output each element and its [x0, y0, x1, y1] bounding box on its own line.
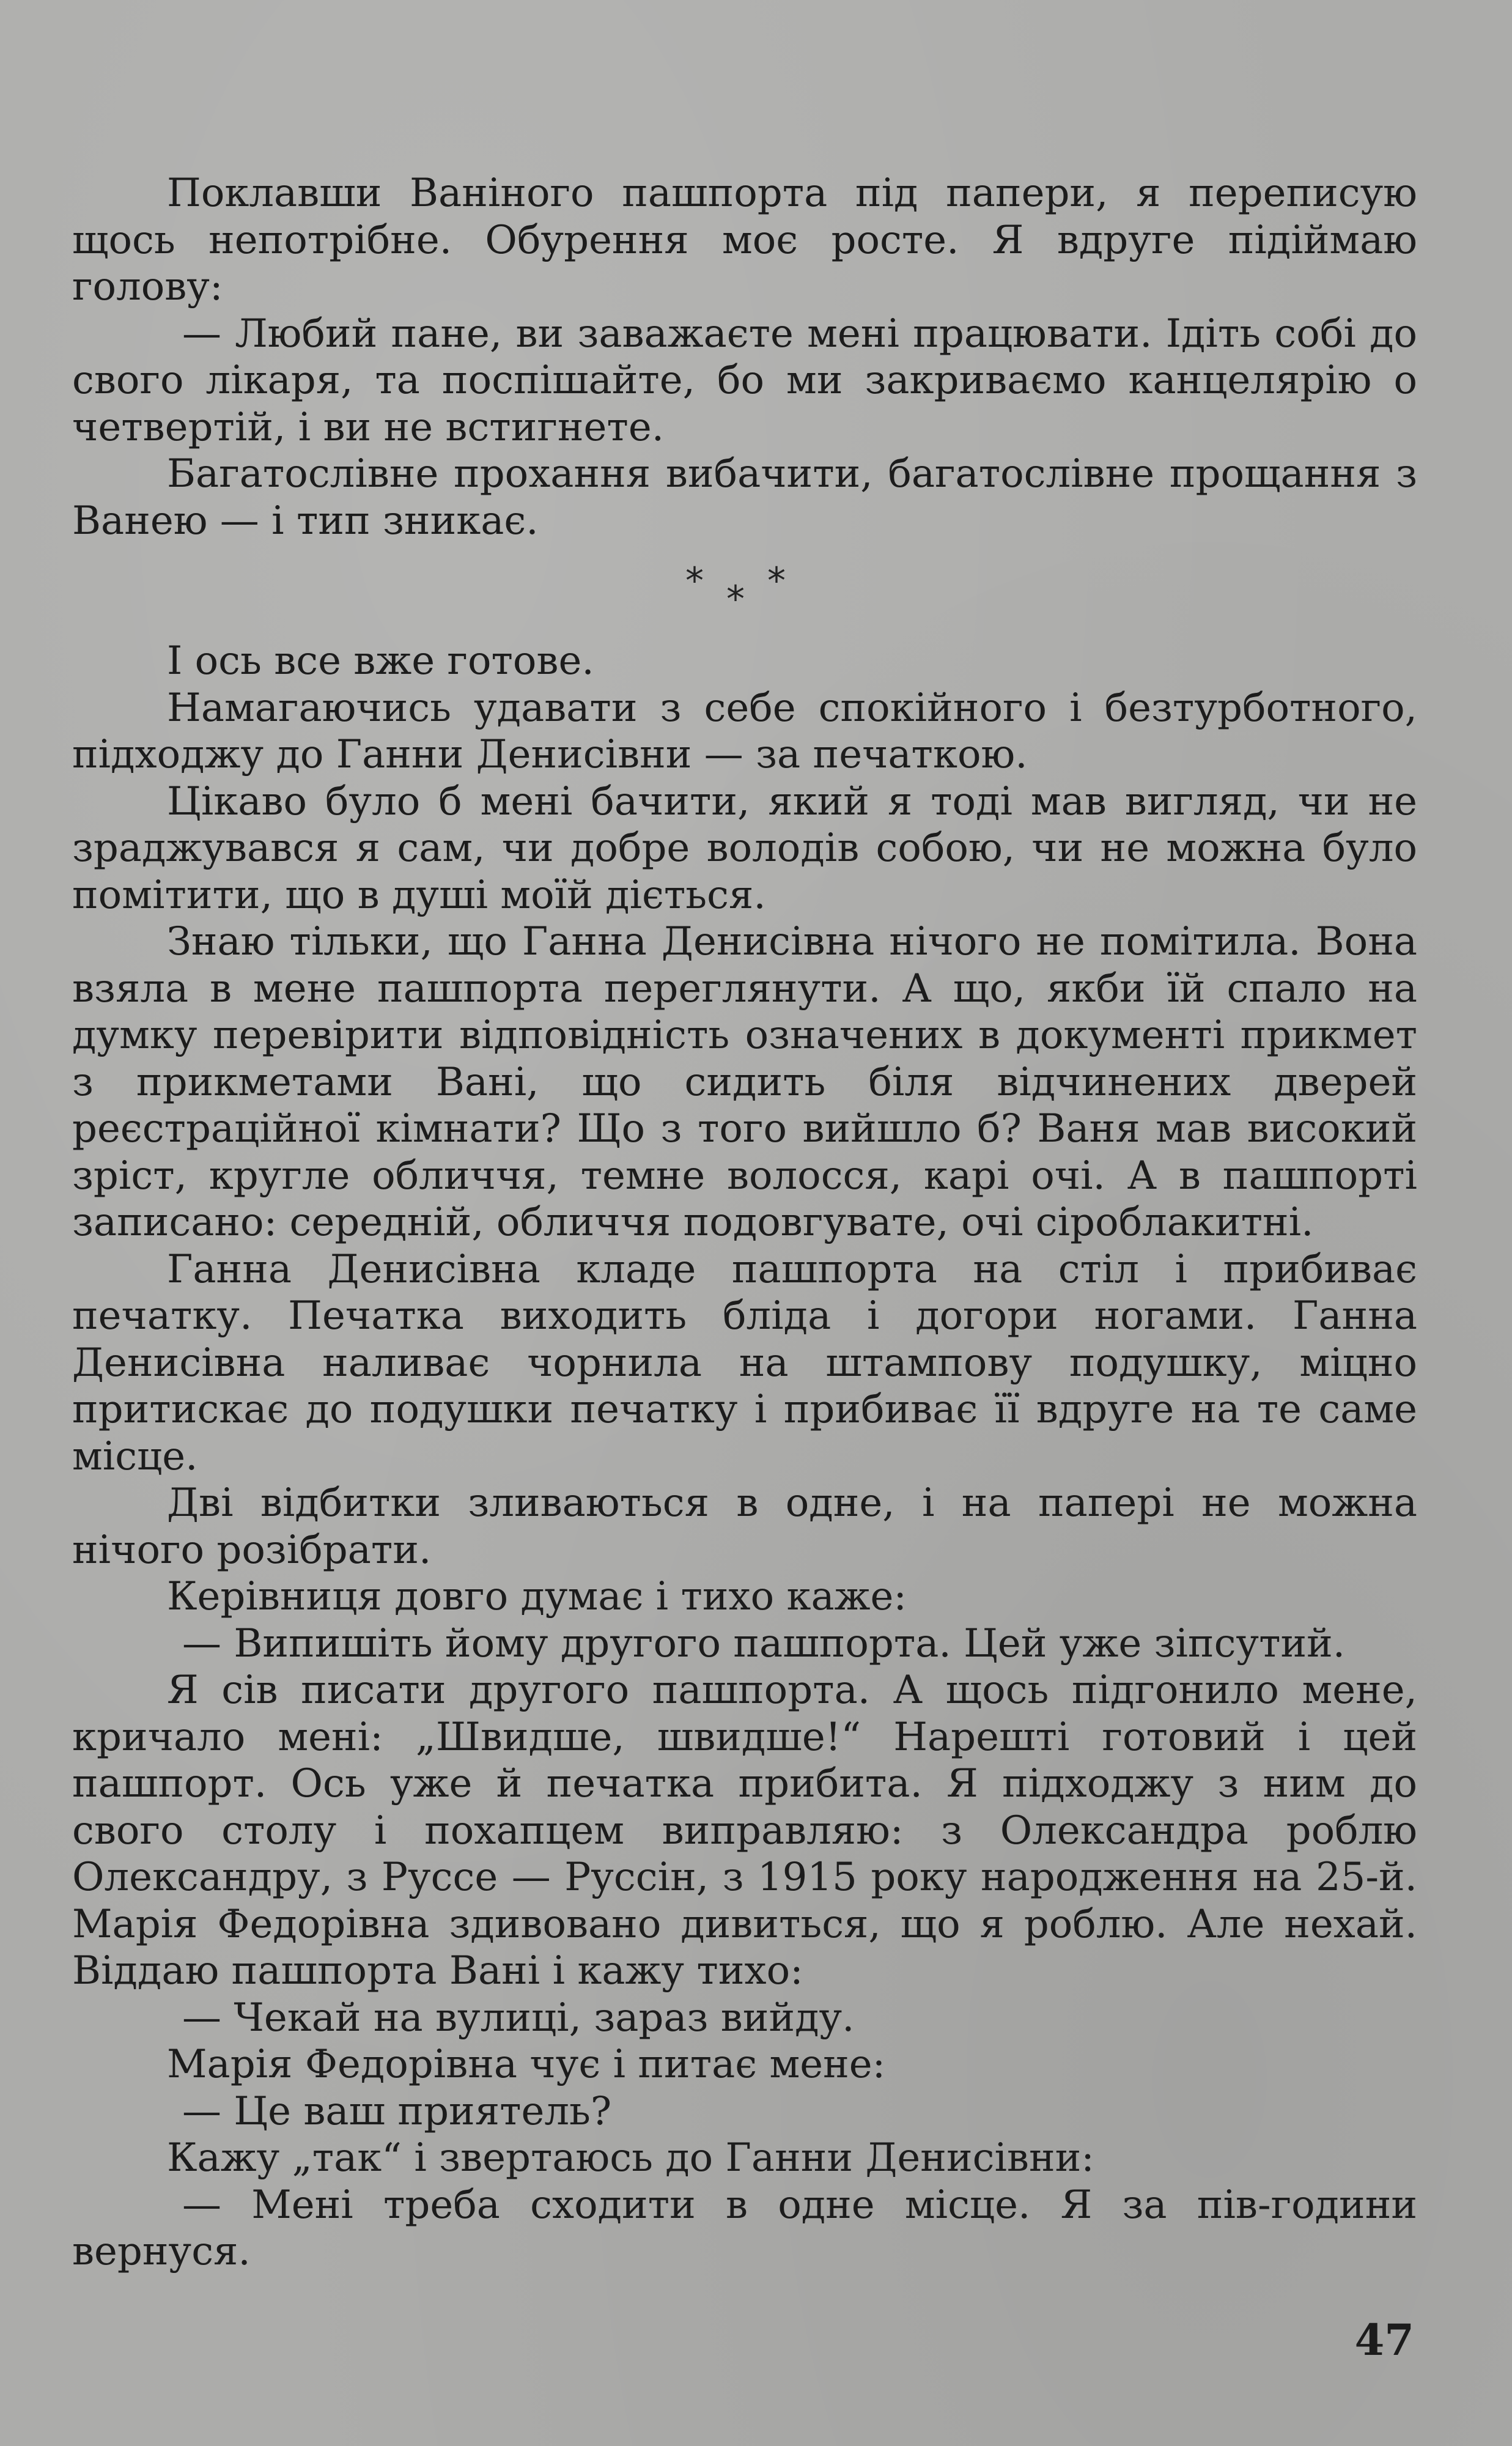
separator-star: *: [685, 560, 704, 602]
dialog-paragraph: — Мені треба сходити в одне місце. Я за пів-години вернуся.: [72, 2182, 1417, 2274]
body-text: [72, 170, 1417, 2275]
paragraph: Цікаво було б мені бачити, який я тоді мав вигляд, чи не зраджувався я сам, чи добре володів собою, чи не можна було помітити, що в душі моїй діється.: [72, 778, 1417, 918]
section-separator: [72, 544, 1417, 638]
paragraph: Я сів писати другого пашпорта. А щось підгонило мене, кричало мені: „Швидше, швидше!“ Нарешті готовий і цей пашпорт. Ось уже й печатка прибита. Я підходжу з ним до свого столу і похапцем виправляю: з Олександра роблю Олександру, з Руссе — Руссін, з 1915 року народження на 25-й. Марія Федорівна здивовано дивиться, що я роблю. Але нехай. Віддаю пашпорта Вані і кажу тихо:: [72, 1668, 1417, 1993]
page-number: 47: [1354, 2315, 1414, 2365]
paragraph: Багатослівне прохання вибачити, багатослівне прощання з Ванею — і тип зникає.: [72, 451, 1417, 544]
dialog-paragraph: — Чекай на вулиці, зараз вийду.: [182, 1995, 855, 2041]
paragraph: Ганна Денисівна кладе пашпорта на стіл і прибиває печатку. Печатка виходить бліда і догори ногами. Ганна Денисівна наливає чорнила на штампову подушку, міцно притискає до подушки печатку і прибиває її вдруге на те саме місце.: [72, 1246, 1417, 1479]
paragraph: Марія Федорівна чує і питає мене:: [167, 2042, 886, 2087]
paragraph: Поклавши Ваніного пашпорта під папери, я переписую щось непотрібне. Обурення моє росте. Я вдруге підіймаю голову:: [72, 171, 1417, 309]
dialog-paragraph: — Любий пане, ви заважаєте мені працювати. Ідіть собі до свого лікаря, та поспішайте, бо ми закриваємо канцелярію о четвертій, і ви не встигнете.: [72, 311, 1417, 450]
paragraph: Кажу „так“ і звертаюсь до Ганни Денисівни:: [167, 2135, 1094, 2181]
paragraph: Знаю тільки, що Ганна Денисівна нічого не помітила. Вона взяла в мене пашпорта переглянути. А що, якби їй спало на думку перевірити відповідність означених в документі прикмет з прикметами Вані, що сидить біля відчинених дверей реєстраційної кімнати? Що з того вийшло б? Ваня мав високий зріст, кругле обличчя, темне волосся, карі очі. А в пашпорті записано: середній, обличчя подовгувате, очі сіроблакитні.: [72, 919, 1417, 1245]
separator-star: *: [726, 578, 745, 621]
paragraph: Керівниця довго думає і тихо каже:: [167, 1574, 907, 1619]
dialog-paragraph: — Це ваш приятель?: [182, 2088, 612, 2134]
paragraph: І ось все вже готове.: [167, 638, 594, 684]
dialog-paragraph: — Випишіть йому другого пашпорта. Цей уже зіпсутий.: [182, 1620, 1346, 1666]
separator-star: *: [767, 560, 786, 602]
paragraph: Дві відбитки зливаються в одне, і на папері не можна нічого розібрати.: [72, 1480, 1417, 1573]
paragraph: Намагаючись удавати з себе спокійного і безтурботного, підходжу до Ганни Денисівни — за печаткою.: [72, 685, 1417, 777]
